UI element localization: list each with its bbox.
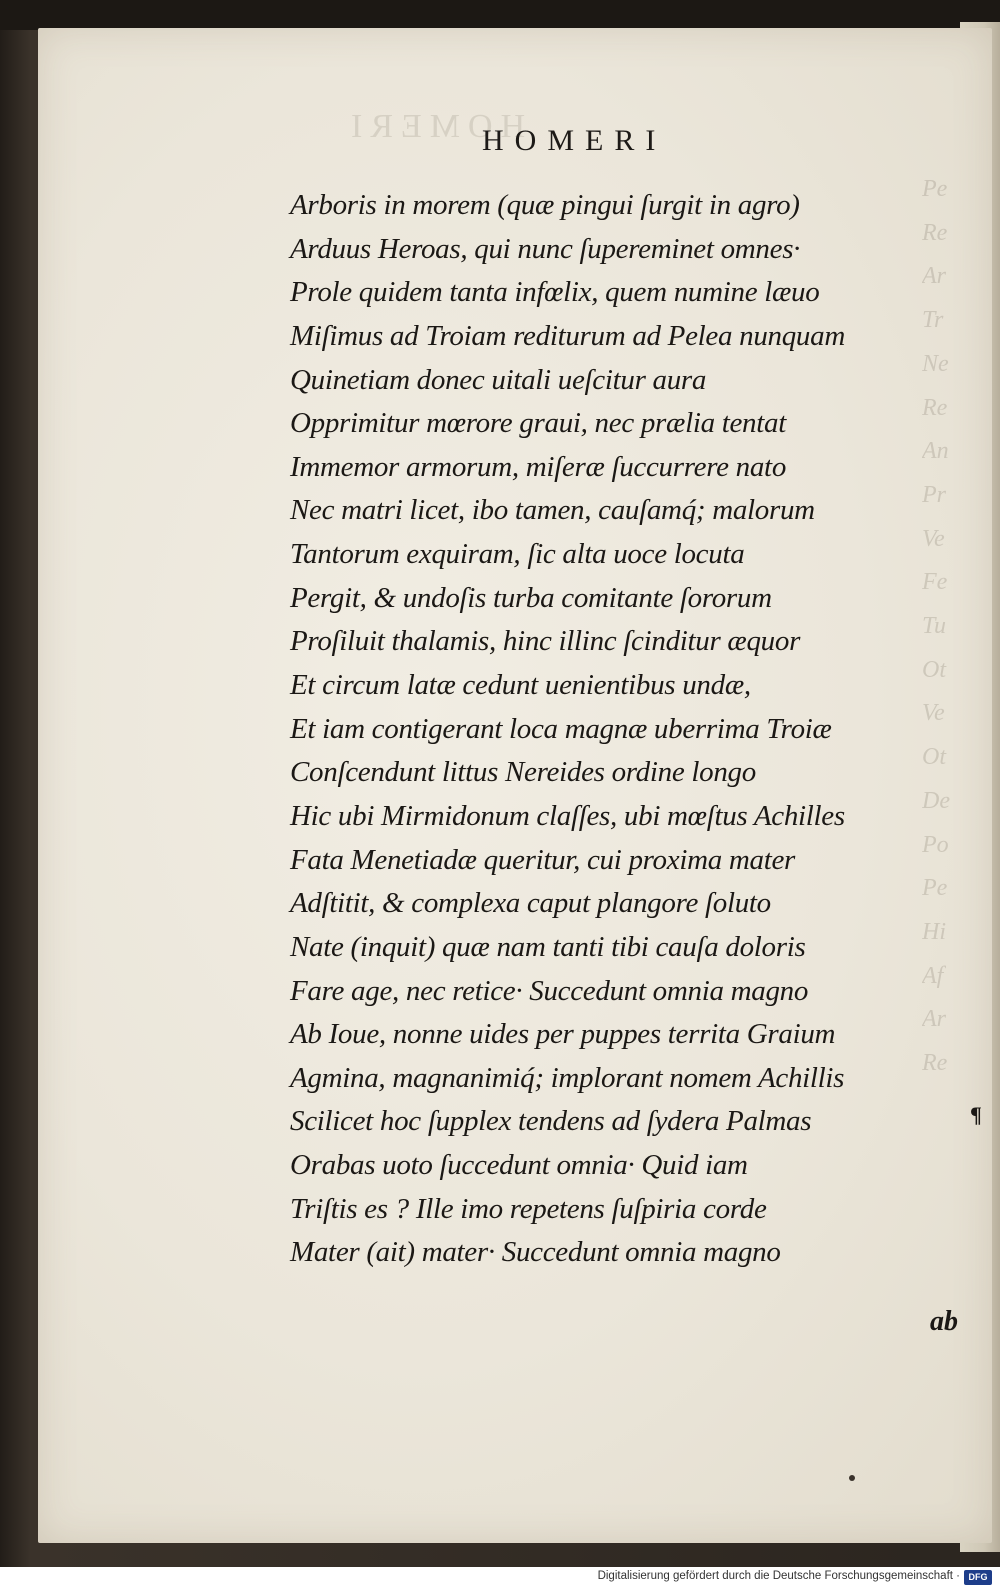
verse-line: Proſiluit thalamis, hinc illinc ſcinditur æquor bbox=[290, 625, 801, 658]
verse-line: Arduus Heroas, qui nunc ſupereminet omnes· bbox=[290, 232, 801, 265]
dfg-logo: DFG bbox=[964, 1570, 992, 1585]
binding-shadow bbox=[0, 0, 1000, 30]
digitization-footer bbox=[0, 1567, 1000, 1589]
verse-line: Mater (ait) mater· Succedunt omnia magno bbox=[290, 1236, 781, 1269]
verse-line: Scilicet hoc ſupplex tendens ad ſydera Palmas bbox=[290, 1105, 812, 1138]
verse-line: Et circum latæ cedunt uenientibus undæ, bbox=[290, 669, 751, 702]
verse-line: Tantorum exquiram, ſic alta uoce locuta bbox=[290, 538, 745, 571]
verse-line: Orabas uoto ſuccedunt omnia· Quid iam bbox=[290, 1149, 748, 1182]
verse-line: Arboris in morem (quæ pingui ſurgit in agro) bbox=[290, 189, 800, 221]
verse-line: Immemor armorum, miſeræ ſuccurrere nato bbox=[290, 450, 787, 483]
book-page bbox=[38, 28, 992, 1543]
verse-line: Hic ubi Mirmidonum claſſes, ubi mœſtus Achilles bbox=[290, 799, 845, 832]
verse-line: Nec matri licet, ibo tamen, cauſamq́; malorum bbox=[290, 494, 815, 527]
running-head: HOMERI bbox=[482, 124, 667, 157]
show-through-text: HOMERI bbox=[343, 108, 526, 145]
funding-credit: Digitalisierung gefördert durch die Deutsche Forschungsgemeinschaft · bbox=[597, 1570, 960, 1582]
facing-page-bleed: Pe Re Ar Tr Ne Re An Pr Ve Fe Tu Ot Ve Ot De Po Pe Hi Af Ar Re bbox=[922, 176, 950, 1077]
verse-line: Ab Ioue, nonne uides per puppes territa Graium bbox=[290, 1018, 836, 1051]
verse-line: Pergit, & undoſis turba comitante ſororum bbox=[290, 581, 772, 614]
verse-line: Triſtis es ? Ille imo repetens ſuſpiria corde bbox=[290, 1192, 767, 1225]
verse-line: Adſtitit, & complexa caput plangore ſoluto bbox=[290, 887, 771, 920]
verse-line: Fata Menetiadæ queritur, cui proxima mater bbox=[290, 843, 796, 876]
verse-line: Et iam contigerant loca magnæ uberrima Troiæ bbox=[290, 712, 832, 745]
ink-speck bbox=[849, 1475, 855, 1481]
verse-line: Opprimitur mœrore graui, nec prælia tentat bbox=[290, 407, 786, 440]
verse-line: Nate (inquit) quæ nam tanti tibi cauſa doloris bbox=[290, 930, 806, 963]
margin-mark: ¶ bbox=[970, 1102, 982, 1127]
verse-line: Prole quidem tanta infœlix, quem numine læuo bbox=[290, 276, 820, 309]
verse-line: Agmina, magnanimiq́; implorant nomem Achillis bbox=[290, 1061, 845, 1094]
verse-line: Conſcendunt littus Nereides ordine longo bbox=[290, 756, 756, 789]
verse-line: Miſimus ad Troiam rediturum ad Pelea nunquam bbox=[290, 319, 845, 352]
verse-text bbox=[290, 184, 990, 1275]
verse-line: Quinetiam donec uitali ueſcitur aura bbox=[290, 363, 707, 396]
catchword: ab bbox=[930, 1306, 958, 1337]
verse-line: Fare age, nec retice· Succedunt omnia magno bbox=[290, 974, 809, 1007]
